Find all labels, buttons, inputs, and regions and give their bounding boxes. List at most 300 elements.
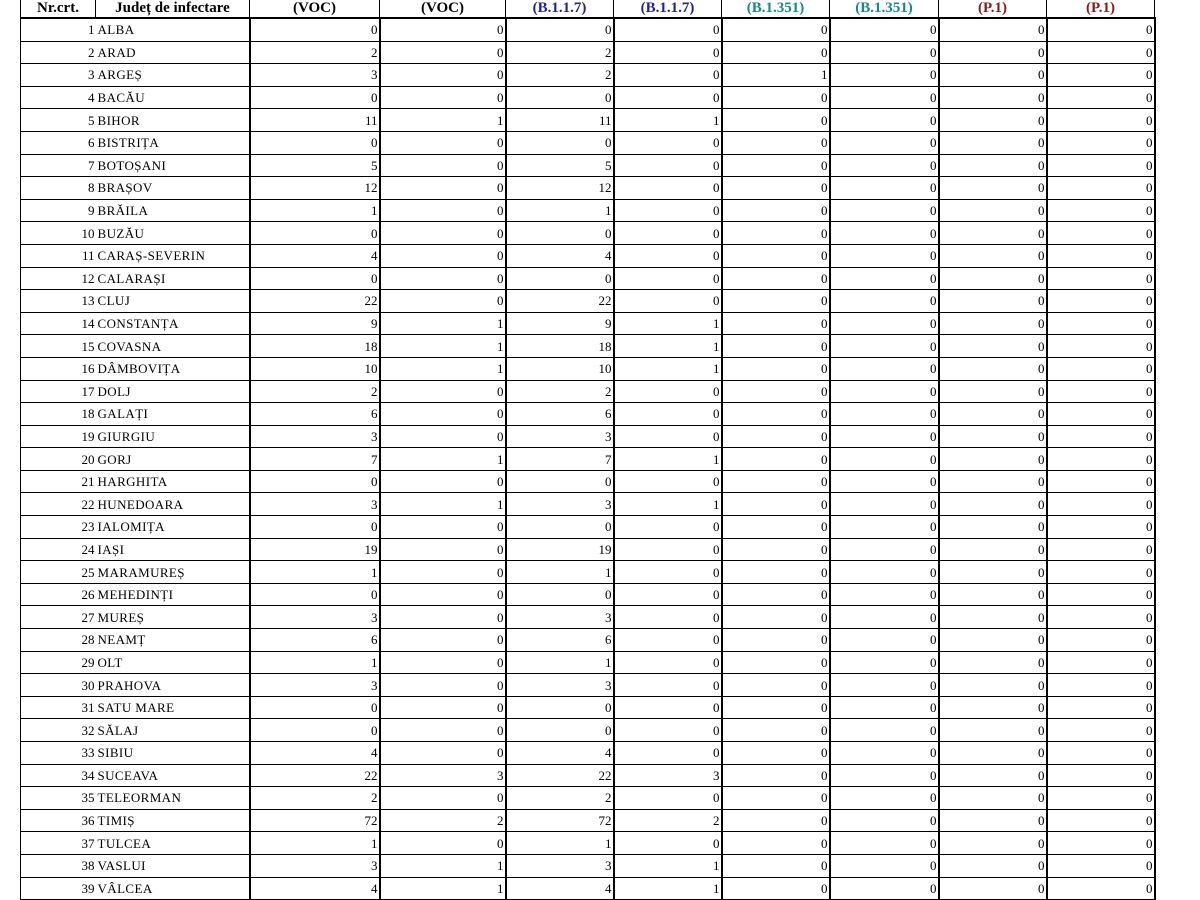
row-number: 1 [21,18,96,41]
count-cell: 4 [250,742,380,765]
count-cell: 0 [939,425,1047,448]
count-cell: 0 [506,696,614,719]
count-cell: 0 [830,719,939,742]
count-cell: 0 [722,606,830,629]
count-cell: 19 [506,538,614,561]
count-cell: 0 [722,674,830,697]
count-cell: 0 [506,719,614,742]
count-cell: 0 [506,470,614,493]
row-number: 9 [21,199,96,222]
count-cell: 3 [250,854,380,877]
count-cell: 0 [939,583,1047,606]
header-b1351-1: (B.1.351) [722,0,830,18]
count-cell: 0 [939,222,1047,245]
count-cell: 0 [614,538,722,561]
count-cell: 0 [939,696,1047,719]
count-cell: 0 [1047,425,1155,448]
count-cell: 0 [830,448,939,471]
count-cell: 0 [1047,244,1155,267]
count-cell: 1 [250,832,380,855]
table-row [21,583,1155,606]
count-cell: 0 [380,583,506,606]
count-cell: 0 [722,403,830,426]
count-cell: 0 [939,538,1047,561]
count-cell: 0 [722,493,830,516]
count-cell: 6 [250,629,380,652]
count-cell: 0 [614,222,722,245]
row-number: 31 [21,696,96,719]
row-number: 24 [21,538,96,561]
count-cell: 0 [614,199,722,222]
count-cell: 0 [939,764,1047,787]
count-cell: 3 [250,606,380,629]
count-cell: 0 [939,470,1047,493]
header-b1351-2: (B.1.351) [830,0,939,18]
count-cell: 0 [830,335,939,358]
count-cell: 0 [939,719,1047,742]
count-cell: 0 [722,380,830,403]
table-row [21,222,1155,245]
count-cell: 12 [250,177,380,200]
table-row [21,380,1155,403]
count-cell: 0 [830,742,939,765]
count-cell: 11 [506,109,614,132]
count-cell: 0 [380,629,506,652]
count-cell: 22 [506,290,614,313]
header-judet: Județ de infectare [96,0,250,18]
row-number: 18 [21,403,96,426]
count-cell: 0 [830,764,939,787]
count-cell: 6 [250,403,380,426]
count-cell: 0 [939,18,1047,41]
row-number: 39 [21,877,96,900]
count-cell: 1 [250,199,380,222]
count-cell: 0 [830,561,939,584]
count-cell: 0 [722,629,830,652]
count-cell: 0 [614,290,722,313]
count-cell: 0 [250,583,380,606]
count-cell: 0 [506,583,614,606]
county-name: BRAȘOV [96,177,250,200]
row-number: 27 [21,606,96,629]
table-row [21,290,1155,313]
count-cell: 0 [722,696,830,719]
count-cell: 0 [939,267,1047,290]
count-cell: 0 [380,403,506,426]
count-cell: 1 [380,109,506,132]
count-cell: 0 [380,832,506,855]
count-cell: 0 [830,516,939,539]
count-cell: 0 [1047,561,1155,584]
count-cell: 0 [939,64,1047,87]
count-cell: 0 [380,380,506,403]
count-cell: 4 [250,244,380,267]
row-number: 37 [21,832,96,855]
count-cell: 0 [1047,109,1155,132]
header-b117-1: (B.1.1.7) [506,0,614,18]
table-row [21,86,1155,109]
table-row [21,809,1155,832]
count-cell: 0 [614,425,722,448]
count-cell: 0 [939,516,1047,539]
count-cell: 0 [939,335,1047,358]
county-name: ARAD [96,41,250,64]
count-cell: 1 [380,448,506,471]
count-cell: 0 [722,86,830,109]
count-cell: 0 [250,18,380,41]
count-cell: 0 [614,267,722,290]
count-cell: 2 [614,809,722,832]
count-cell: 1 [506,561,614,584]
row-number: 7 [21,154,96,177]
count-cell: 0 [722,516,830,539]
count-cell: 0 [722,357,830,380]
count-cell: 2 [506,64,614,87]
count-cell: 0 [1047,41,1155,64]
header-nr-crt: Nr.crt. [21,0,96,18]
count-cell: 3 [506,674,614,697]
count-cell: 0 [830,357,939,380]
county-name: ALBA [96,18,250,41]
count-cell: 0 [614,651,722,674]
count-cell: 0 [380,719,506,742]
count-cell: 0 [722,18,830,41]
count-cell: 1 [380,312,506,335]
county-name: DOLJ [96,380,250,403]
count-cell: 0 [722,538,830,561]
count-cell: 0 [830,854,939,877]
row-number: 21 [21,470,96,493]
count-cell: 0 [722,177,830,200]
table-body [21,18,1155,900]
table-row [21,244,1155,267]
count-cell: 1 [614,357,722,380]
county-name: GORJ [96,448,250,471]
row-number: 20 [21,448,96,471]
count-cell: 0 [1047,403,1155,426]
count-cell: 0 [506,222,614,245]
count-cell: 0 [380,696,506,719]
count-cell: 0 [380,674,506,697]
count-cell: 0 [1047,86,1155,109]
count-cell: 0 [614,561,722,584]
count-cell: 0 [614,696,722,719]
table-row [21,425,1155,448]
count-cell: 0 [939,561,1047,584]
county-name: MUREȘ [96,606,250,629]
count-cell: 0 [939,787,1047,810]
count-cell: 3 [506,425,614,448]
count-cell: 3 [250,493,380,516]
table-row [21,199,1155,222]
count-cell: 2 [380,809,506,832]
county-name: TELEORMAN [96,787,250,810]
row-number: 28 [21,629,96,652]
count-cell: 0 [506,516,614,539]
count-cell: 0 [1047,764,1155,787]
count-cell: 0 [250,516,380,539]
count-cell: 0 [1047,742,1155,765]
count-cell: 1 [380,357,506,380]
count-cell: 0 [830,222,939,245]
count-cell: 0 [939,742,1047,765]
count-cell: 1 [614,854,722,877]
count-cell: 7 [506,448,614,471]
count-cell: 0 [380,41,506,64]
count-cell: 1 [614,335,722,358]
variant-cases-table [20,0,1156,900]
count-cell: 0 [830,18,939,41]
count-cell: 11 [250,109,380,132]
count-cell: 0 [506,18,614,41]
count-cell: 0 [250,267,380,290]
county-name: CLUJ [96,290,250,313]
table-row [21,854,1155,877]
count-cell: 0 [380,86,506,109]
row-number: 38 [21,854,96,877]
county-name: DÂMBOVIȚA [96,357,250,380]
count-cell: 3 [380,764,506,787]
count-cell: 0 [939,674,1047,697]
row-number: 35 [21,787,96,810]
count-cell: 0 [722,448,830,471]
count-cell: 1 [380,335,506,358]
count-cell: 6 [506,403,614,426]
count-cell: 0 [614,832,722,855]
count-cell: 0 [250,696,380,719]
count-cell: 0 [1047,448,1155,471]
count-cell: 3 [250,425,380,448]
count-cell: 0 [939,86,1047,109]
count-cell: 1 [250,651,380,674]
table-row [21,267,1155,290]
count-cell: 1 [614,109,722,132]
count-cell: 1 [250,561,380,584]
county-name: HARGHITA [96,470,250,493]
count-cell: 0 [830,267,939,290]
count-cell: 0 [506,267,614,290]
count-cell: 1 [380,493,506,516]
count-cell: 0 [830,538,939,561]
count-cell: 0 [722,222,830,245]
count-cell: 3 [506,606,614,629]
count-cell: 9 [506,312,614,335]
count-cell: 0 [830,674,939,697]
count-cell: 0 [1047,674,1155,697]
count-cell: 0 [722,651,830,674]
county-name: NEAMȚ [96,629,250,652]
header-voc-2: (VOC) [380,0,506,18]
table-row [21,538,1155,561]
count-cell: 0 [939,131,1047,154]
count-cell: 0 [1047,64,1155,87]
row-number: 33 [21,742,96,765]
count-cell: 0 [722,425,830,448]
count-cell: 0 [614,583,722,606]
count-cell: 0 [1047,335,1155,358]
table-row [21,131,1155,154]
count-cell: 0 [1047,470,1155,493]
county-name: SIBIU [96,742,250,765]
count-cell: 0 [614,674,722,697]
count-cell: 0 [830,629,939,652]
count-cell: 0 [250,470,380,493]
count-cell: 2 [506,380,614,403]
count-cell: 0 [380,199,506,222]
count-cell: 0 [830,86,939,109]
county-name: BRĂILA [96,199,250,222]
count-cell: 0 [380,64,506,87]
count-cell: 0 [1047,177,1155,200]
county-name: SATU MARE [96,696,250,719]
count-cell: 0 [1047,18,1155,41]
county-name: MARAMUREȘ [96,561,250,584]
count-cell: 4 [506,244,614,267]
county-name: GIURGIU [96,425,250,448]
count-cell: 0 [380,538,506,561]
county-name: GALAȚI [96,403,250,426]
count-cell: 2 [506,41,614,64]
count-cell: 0 [830,41,939,64]
count-cell: 0 [250,222,380,245]
count-cell: 0 [830,403,939,426]
county-name: IAȘI [96,538,250,561]
county-name: TIMIȘ [96,809,250,832]
count-cell: 0 [939,606,1047,629]
count-cell: 0 [614,177,722,200]
count-cell: 0 [380,131,506,154]
county-name: OLT [96,651,250,674]
count-cell: 0 [380,154,506,177]
count-cell: 0 [830,312,939,335]
count-cell: 0 [722,854,830,877]
row-number: 10 [21,222,96,245]
county-name: VÂLCEA [96,877,250,900]
count-cell: 0 [380,742,506,765]
count-cell: 0 [1047,267,1155,290]
county-name: TULCEA [96,832,250,855]
count-cell: 2 [250,787,380,810]
count-cell: 0 [380,787,506,810]
count-cell: 0 [1047,696,1155,719]
count-cell: 10 [250,357,380,380]
count-cell: 0 [380,425,506,448]
count-cell: 0 [722,877,830,900]
count-cell: 0 [380,222,506,245]
count-cell: 0 [614,154,722,177]
count-cell: 0 [830,199,939,222]
count-cell: 3 [250,674,380,697]
count-cell: 0 [939,41,1047,64]
count-cell: 0 [380,516,506,539]
count-cell: 0 [1047,832,1155,855]
county-name: PRAHOVA [96,674,250,697]
count-cell: 0 [939,199,1047,222]
county-name: IALOMIȚA [96,516,250,539]
count-cell: 0 [722,267,830,290]
count-cell: 0 [1047,290,1155,313]
count-cell: 5 [250,154,380,177]
count-cell: 3 [506,854,614,877]
county-name: BUZĂU [96,222,250,245]
count-cell: 0 [1047,629,1155,652]
count-cell: 0 [380,561,506,584]
table-row [21,312,1155,335]
county-name: CARAȘ-SEVERIN [96,244,250,267]
table-row [21,335,1155,358]
row-number: 32 [21,719,96,742]
count-cell: 18 [250,335,380,358]
count-cell: 0 [830,244,939,267]
count-cell: 0 [939,109,1047,132]
count-cell: 0 [939,380,1047,403]
row-number: 6 [21,131,96,154]
count-cell: 0 [830,425,939,448]
count-cell: 5 [506,154,614,177]
table-row [21,832,1155,855]
row-number: 2 [21,41,96,64]
count-cell: 0 [722,154,830,177]
county-name: BOTOȘANI [96,154,250,177]
count-cell: 0 [830,131,939,154]
count-cell: 10 [506,357,614,380]
county-name: VASLUI [96,854,250,877]
count-cell: 2 [250,41,380,64]
count-cell: 0 [1047,493,1155,516]
row-number: 5 [21,109,96,132]
count-cell: 1 [614,493,722,516]
table-row [21,742,1155,765]
count-cell: 0 [614,742,722,765]
count-cell: 0 [614,18,722,41]
table-row [21,470,1155,493]
county-name: ARGEȘ [96,64,250,87]
table-row [21,764,1155,787]
count-cell: 0 [830,832,939,855]
row-number: 30 [21,674,96,697]
count-cell: 0 [830,606,939,629]
count-cell: 0 [380,470,506,493]
count-cell: 0 [1047,538,1155,561]
county-name: MEHEDINȚI [96,583,250,606]
count-cell: 0 [614,629,722,652]
count-cell: 0 [614,516,722,539]
count-cell: 0 [380,290,506,313]
table-row [21,41,1155,64]
count-cell: 0 [614,131,722,154]
count-cell: 0 [722,41,830,64]
count-cell: 0 [1047,606,1155,629]
count-cell: 0 [380,177,506,200]
count-cell: 0 [722,335,830,358]
table-row [21,177,1155,200]
table-row [21,516,1155,539]
count-cell: 0 [722,561,830,584]
row-number: 3 [21,64,96,87]
row-number: 4 [21,86,96,109]
count-cell: 0 [1047,854,1155,877]
count-cell: 0 [830,696,939,719]
count-cell: 0 [722,290,830,313]
count-cell: 0 [614,41,722,64]
count-cell: 0 [830,470,939,493]
count-cell: 7 [250,448,380,471]
count-cell: 0 [939,403,1047,426]
count-cell: 0 [830,583,939,606]
count-cell: 0 [1047,719,1155,742]
count-cell: 0 [722,244,830,267]
header-voc-1: (VOC) [250,0,380,18]
